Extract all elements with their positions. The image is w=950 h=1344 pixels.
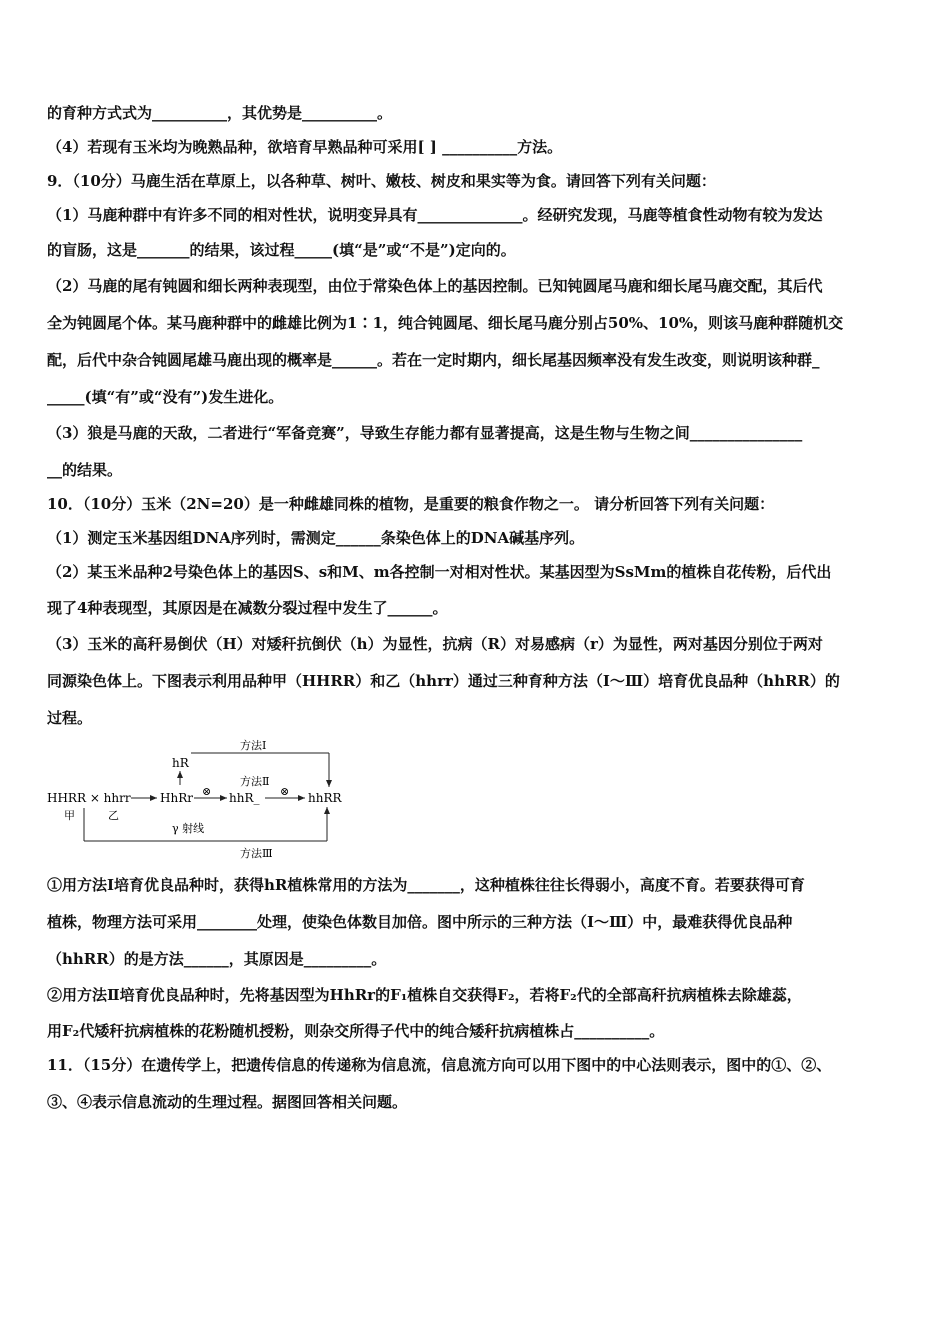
- target-label: hhRR: [308, 791, 342, 805]
- text-line: 现了4种表现型，其原因是在减数分裂过程中发生了______。: [47, 599, 448, 617]
- question-10-heading: 10．（10分）玉米（2N=20）是一种雌雄同株的植物，是重要的粮食作物之一。 请分析回答下列有关问题：: [47, 495, 775, 513]
- text-line: 植株，物理方法可采用________处理，使染色体数目加倍。图中所示的三种方法（Ⅰ～Ⅲ）中，最难获得优良品种: [47, 913, 793, 931]
- text-line: （3）玉米的高秆易倒伏（H）对矮秆抗倒伏（h）为显性，抗病（R）对易感病（r）为显性，两对基因分别位于两对: [47, 635, 823, 653]
- text-line: ②用方法Ⅱ培育优良品种时，先将基因型为HhRr的F₁植株自交获得F₂，若将F₂代的全部高秆抗病植株去除雄蕊，: [47, 986, 802, 1004]
- text-line: （4）若现有玉米均为晚熟品种，欲培育早熟品种可采用[ ] __________方法。: [47, 138, 563, 156]
- self-cross-icon: ⊗: [280, 785, 290, 798]
- gamma-ray-label: γ 射线: [172, 822, 205, 835]
- text-line: 的盲肠，这是_______的结果，该过程_____(填“是”或“不是”)定向的。: [47, 241, 516, 259]
- text-line: ①用方法Ⅰ培育优良品种时，获得hR植株常用的方法为_______，这种植株往往长得弱小，高度不育。若要获得可育: [47, 876, 805, 894]
- breeding-methods-diagram: [44, 735, 354, 863]
- text-line: （2）某玉米品种2号染色体上的基因S、s和M、m各控制一对相对性状。某基因型为SsMm的植株自花传粉，后代出: [47, 563, 832, 581]
- method1-label: 方法Ⅰ: [240, 739, 267, 752]
- text-line: __的结果。: [47, 461, 123, 479]
- text-line: ③、④表示信息流动的生理过程。据图回答相关问题。: [47, 1093, 408, 1111]
- text-line: 用F₂代矮秆抗病植株的花粉随机授粉，则杂交所得子代中的纯合矮秆抗病植株占__________。: [47, 1022, 665, 1040]
- text-line: 全为钝圆尾个体。某马鹿种群中的雌雄比例为1∶1，纯合钝圆尾、细长尾马鹿分别占50%、10%，则该马鹿种群随机交: [47, 314, 844, 332]
- text-line: 同源染色体上。下图表示利用品种甲（HHRR）和乙（hhrr）通过三种育种方法（Ⅰ～Ⅲ）培育优良品种（hhRR）的: [47, 672, 840, 690]
- text-line: 的育种方式式为__________，其优势是__________。: [47, 104, 393, 122]
- text-line: 配，后代中杂合钝圆尾雄马鹿出现的概率是______。若在一定时期内，细长尾基因频率没有发生改变，则说明该种群_: [47, 351, 820, 369]
- f1-label: HhRr: [160, 791, 193, 805]
- text-line: _____(填“有”或“没有”)发生进化。: [47, 388, 284, 406]
- question-9-heading: 9．（10分）马鹿生活在草原上，以各种草、树叶、嫩枝、树皮和果实等为食。请回答下列有关问题：: [47, 172, 716, 190]
- method3-label: 方法Ⅲ: [240, 847, 273, 860]
- text-line: （3）狼是马鹿的天敌，二者进行“军备竞赛”，导致生存能力都有显著提高，这是生物与生物之间_______________: [47, 424, 803, 442]
- parent-jia-label: 甲: [64, 809, 75, 822]
- haploid-label: hR: [172, 756, 189, 770]
- text-line: （hhRR）的是方法______，其原因是_________。: [47, 950, 387, 968]
- intermediate-label: hhR_: [229, 791, 260, 805]
- parents-label: HHRR × hhrr: [47, 791, 131, 805]
- parent-yi-label: 乙: [108, 809, 119, 822]
- text-line: （1）测定玉米基因组DNA序列时，需测定______条染色体上的DNA碱基序列。: [47, 529, 585, 547]
- self-cross-icon: ⊗: [202, 785, 212, 798]
- text-line: （2）马鹿的尾有钝圆和细长两种表现型，由位于常染色体上的基因控制。已知钝圆尾马鹿和细长尾马鹿交配，其后代: [47, 277, 823, 295]
- text-line: （1）马鹿种群中有许多不同的相对性状，说明变异具有______________。经研究发现，马鹿等植食性动物有较为发达: [47, 206, 823, 224]
- method2-label: 方法Ⅱ: [240, 775, 270, 788]
- text-line: 过程。: [47, 709, 93, 727]
- question-11-heading: 11．（15分）在遗传学上，把遗传信息的传递称为信息流，信息流方向可以用下图中的中心法则表示，图中的①、②、: [47, 1056, 832, 1074]
